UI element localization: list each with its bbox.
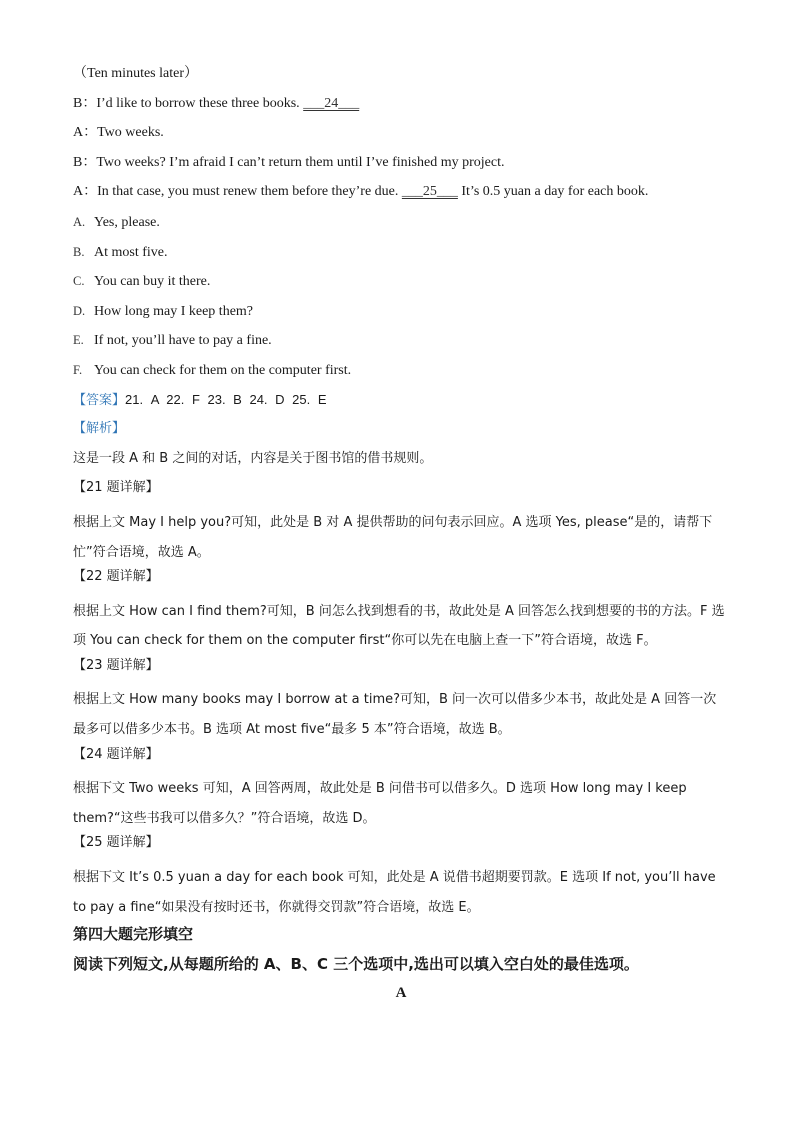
analysis-tag-line xyxy=(73,419,729,449)
q21-title: 【21 题详解】 xyxy=(73,480,159,496)
option-item xyxy=(73,271,729,301)
option-letter: F. xyxy=(73,362,83,377)
option-item xyxy=(73,301,729,331)
dialogue-text: B：I’d like to borrow these three books. xyxy=(73,95,304,111)
option-letter: E. xyxy=(73,333,84,348)
section-title: 第四大题完形填空 xyxy=(73,925,194,944)
dialogue-line: A：Two weeks. xyxy=(73,125,164,141)
q25-text: 根据下文 It’s 0.5 yuan a day for each book 可知，此处是 A 说借书超期要罚款。E 选项 If not, you’ll have to pay a fine“如果没有按时还书，你就得交罚款”符合语境，故选 E。 xyxy=(73,870,716,915)
dialogue-text: It’s 0.5 yuan a day for each book. xyxy=(457,184,649,200)
q25-title: 【25 题详解】 xyxy=(73,835,159,851)
answer-tag: 【答案】 xyxy=(73,392,126,408)
option-text: You can check for them on the computer first. xyxy=(94,362,352,378)
q23-title: 【23 题详解】 xyxy=(73,657,159,673)
q22-title: 【22 题详解】 xyxy=(73,569,159,585)
option-text: Yes, please. xyxy=(94,214,160,230)
dialogue-line xyxy=(73,182,729,212)
analysis-tag: 【解析】 xyxy=(73,421,126,437)
option-letter: B. xyxy=(73,244,85,259)
dialogue-text: A：In that case, you must renew them before they’re due. xyxy=(73,184,402,200)
option-letter: C. xyxy=(73,274,85,289)
q23-text: 根据上文 How many books may I borrow at a time?可知，B 问一次可以借多少本书，故此处是 A 回答一次最多可以借多少本书。B 选项 At most five“最多 5 本”符合语境，故选 B。 xyxy=(73,692,717,738)
option-item xyxy=(73,360,729,390)
option-text: At most five. xyxy=(94,244,168,260)
q21-text: 根据上文 May I help you?可知，此处是 B 对 A 提供帮助的问句表示回应。A 选项 Yes, please“是的，请帮下忙”符合语境，故选 A。 xyxy=(73,514,713,560)
q24-title: 【24 题详解】 xyxy=(73,746,159,762)
option-item xyxy=(73,212,729,242)
analysis-summary: 这是一段 A 和 B 之间的对话，内容是关于图书馆的借书规则。 xyxy=(73,450,433,466)
passage-label: A xyxy=(395,985,407,1002)
document-page xyxy=(73,64,729,1013)
q24-text: 根据下文 Two weeks 可知，A 回答两周，故此处是 B 问借书可以借多久。D 选项 How long may I keep them?“这些书我可以借多久？”符合语境，故选 D。 xyxy=(73,781,687,826)
option-text: You can buy it there. xyxy=(94,274,211,290)
option-letter: D. xyxy=(73,303,86,318)
option-text: How long may I keep them? xyxy=(94,303,254,319)
answer-items: 21. A 22. F 23. B 24. D 25. E xyxy=(125,391,327,407)
blank-24: ___24___ xyxy=(303,95,360,111)
option-letter: A. xyxy=(73,214,86,229)
dialogue-line: B：Two weeks? I’m afraid I can’t return them until I’ve finished my project. xyxy=(73,154,505,170)
q22-text: 根据上文 How can I find them?可知，B 问怎么找到想看的书，故此处是 A 回答怎么找到想要的书的方法。F 选项 You can check for them on the computer first“你可以先在电脑上查一下”符合语境，故选 F。 xyxy=(73,603,725,649)
dialogue-line xyxy=(73,94,729,124)
answer-line xyxy=(73,390,729,420)
section-instruction: 阅读下列短文,从每题所给的 A、B、C 三个选项中,选出可以填入空白处的最佳选项。 xyxy=(73,954,639,973)
blank-25: ___25___ xyxy=(401,184,458,200)
dialogue-line: （Ten minutes later） xyxy=(73,66,198,81)
option-item xyxy=(73,242,729,272)
option-text: If not, you’ll have to pay a fine. xyxy=(94,333,272,349)
option-item xyxy=(73,330,729,360)
